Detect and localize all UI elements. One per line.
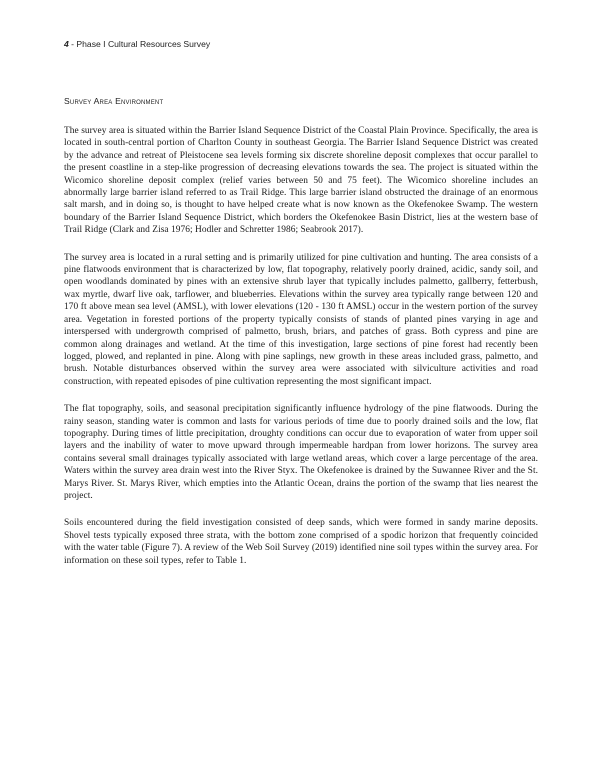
section-heading: Survey Area Environment bbox=[64, 96, 164, 106]
running-header bbox=[64, 39, 210, 49]
paragraph-hydrology: The flat topography, soils, and seasonal precipitation significantly influence hydrology of the pine flatwoods. During the rainy season, standing water is common and lasts for various periods of time due to poorly drained soils and the low, flat topography. During times of little precipitation, droughty conditions can occur due to evaporation of water from upper soil layers and the inability of water to move upward through impermeable hardpan from lower horizons. The survey area contains several small drainages typically associated with large wetland areas, which cover a large percentage of the area. Waters within the survey area drain west into the River Styx. The Okefenokee is drained by the Suwannee River and the St. Marys River. St. Marys River, which empties into the Atlantic Ocean, drains the portion of the swamp that lies nearest the project. bbox=[64, 404, 538, 501]
page-body bbox=[64, 96, 538, 582]
paragraph-soils: Soils encountered during the field investigation consisted of deep sands, which were formed in sandy marine deposits. Shovel tests typically exposed three strata, with the bottom zone comprised of a spodic horizon that frequently coincided with the water table (Figure 7). A review of the Web Soil Survey (2019) identified nine soil types within the survey area. For information on these soil types, refer to Table 1. bbox=[64, 518, 538, 566]
page-number: 4 bbox=[64, 39, 69, 49]
document-title: Phase I Cultural Resources Survey bbox=[76, 39, 211, 49]
paragraph-vegetation: The survey area is located in a rural setting and is primarily utilized for pine cultivation and hunting. The area consists of a pine flatwoods environment that is characterized by low, flat topography, relatively poorly drained, acidic, sandy soil, and open woodlands dominated by pines with an extensive shrub layer that typically includes palmetto, gallberry, fetterbush, wax myrtle, dwarf live oak, tarflower, and blueberries. Elevations within the survey area typically range between 120 and 170 ft above mean sea level (AMSL), with lower elevations (120 - 130 ft AMSL) occur in the western portion of the survey area. Vegetation in forested portions of the property typically consists of stands of planted pines varying in age and interspersed with undergrowth comprised of palmetto, brush, briars, and patches of grass. Both cypress and pine are common along drainages and wetland. At the time of this investigation, large sections of pine forest had recently been logged, plowed, and replanted in pine. Along with pine saplings, new growth in these areas included grass, palmetto, and brush. Notable disturbances observed within the survey area were associated with silviculture activities and road construction, with repeated episodes of pine cultivation representing the most significant impact. bbox=[64, 252, 538, 387]
paragraph-geology: The survey area is situated within the Barrier Island Sequence District of the Coastal Plain Province. Specifically, the area is located in south-central portion of Charlton County in southeast Georgia. The Barrier Island Sequence District was created by the advance and retreat of Pleistocene sea levels forming six discrete shoreline deposit complexes that occur parallel to the present coastline in a step-like progression of decreasing elevations towards the sea. The project is situated within the Wicomico shoreline deposit complex (relief varies between 50 and 75 feet). The Wicomico shoreline includes an abnormally large barrier island referred to as Trail Ridge. This large barrier island obstructed the drainage of an enormous salt marsh, and in doing so, is thought to have helped create what is now known as the Okefenokee Swamp. The western boundary of the Barrier Island Sequence District, which borders the Okefenokee Basin District, lies at the western base of Trail Ridge (Clark and Zisa 1976; Hodler and Schretter 1986; Seabrook 2017). bbox=[64, 126, 538, 236]
header-separator: - bbox=[68, 39, 77, 49]
